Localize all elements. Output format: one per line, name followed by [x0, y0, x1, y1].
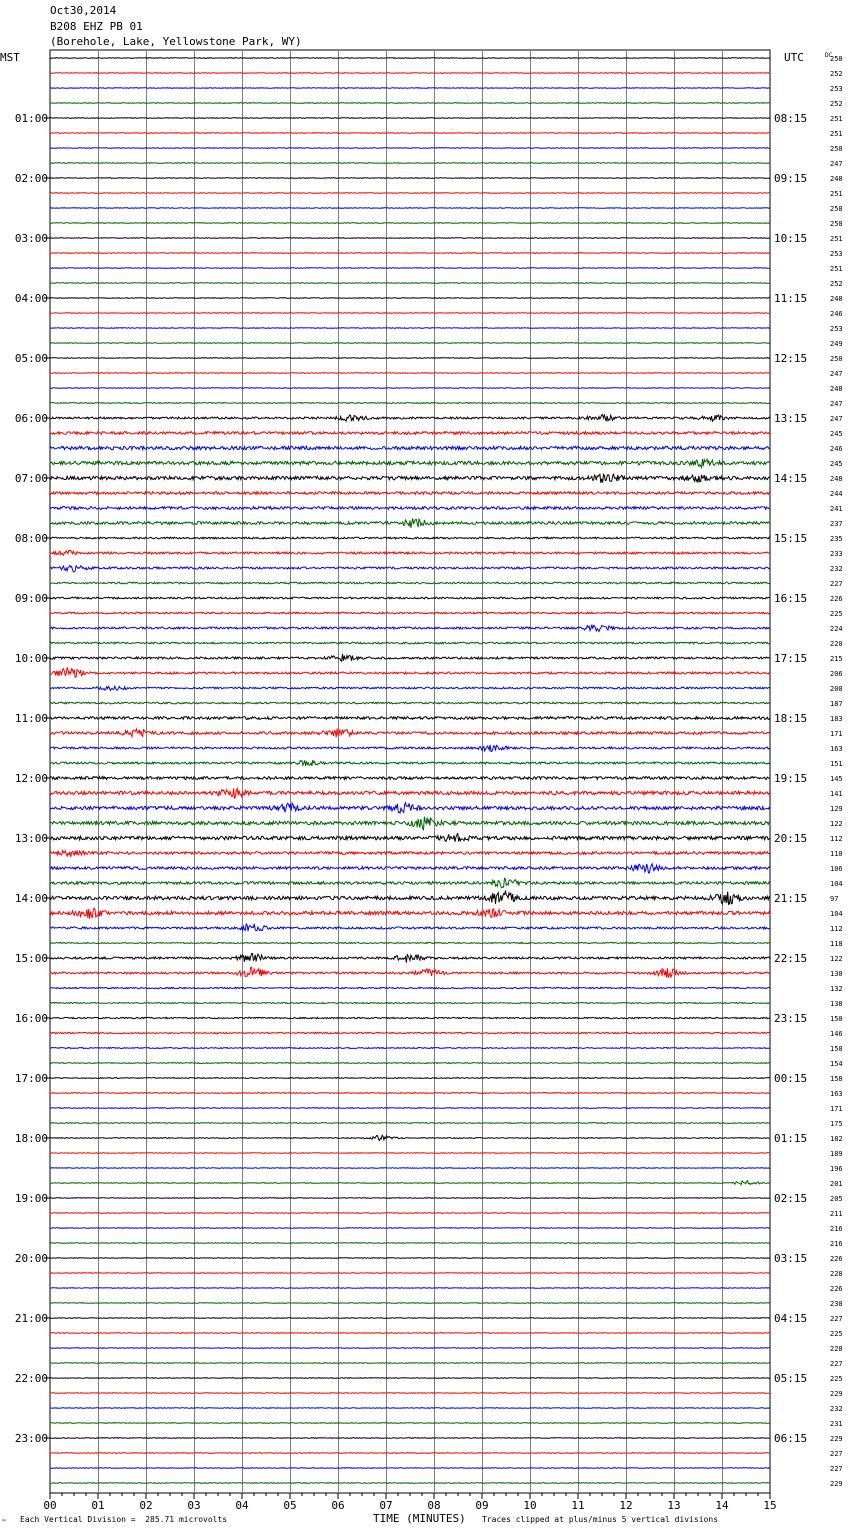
- seismic-trace: [50, 88, 770, 89]
- dc-value: 227: [830, 1450, 843, 1458]
- station-code: B208 EHZ PB 01: [50, 20, 143, 33]
- seismic-trace: [50, 403, 770, 404]
- dc-value: 251: [830, 190, 843, 198]
- seismic-trace: [50, 908, 770, 919]
- dc-value: 211: [830, 1210, 843, 1218]
- mst-hour-label: 17:00: [14, 1072, 48, 1085]
- dc-value: 225: [830, 1375, 843, 1383]
- seismic-trace: [50, 459, 770, 468]
- seismic-trace: [50, 717, 770, 720]
- seismic-trace: [50, 1048, 770, 1049]
- mst-hour-label: 13:00: [14, 832, 48, 845]
- seismic-trace: [50, 373, 770, 374]
- seismic-trace: [50, 987, 770, 988]
- seismic-trace: [50, 686, 770, 690]
- x-tick-label: 14: [715, 1499, 729, 1512]
- x-tick-label: 03: [187, 1499, 201, 1512]
- seismic-trace: [50, 891, 770, 904]
- seismic-trace: [50, 702, 770, 704]
- dc-value: 129: [830, 805, 843, 813]
- seismic-trace: [50, 474, 770, 483]
- seismic-trace: [50, 58, 770, 59]
- dc-value: 229: [830, 1480, 843, 1488]
- seismic-trace: [50, 777, 770, 780]
- dc-value: 245: [830, 460, 843, 468]
- x-tick-label: 10: [523, 1499, 537, 1512]
- grid: [44, 50, 770, 1499]
- seismic-trace: [50, 924, 770, 931]
- dc-value: 227: [830, 1465, 843, 1473]
- seismic-trace: [50, 1423, 770, 1424]
- seismic-trace: [50, 1288, 770, 1289]
- x-tick-label: 15: [763, 1499, 777, 1512]
- seismic-trace: [50, 432, 770, 435]
- seismic-trace: [50, 642, 770, 644]
- dc-value: 158: [830, 1075, 843, 1083]
- dc-value: 247: [830, 400, 843, 408]
- dc-value: 138: [830, 1000, 843, 1008]
- seismic-trace: [50, 1363, 770, 1364]
- mst-hour-label: 03:00: [14, 232, 48, 245]
- seismic-trace: [50, 582, 770, 584]
- seismic-trace: [50, 1108, 770, 1109]
- utc-hour-label: 14:15: [774, 472, 808, 485]
- mst-hour-label: 09:00: [14, 592, 48, 605]
- mst-hour-label: 18:00: [14, 1132, 48, 1145]
- dc-value: 145: [830, 775, 843, 783]
- seismic-trace: [50, 208, 770, 209]
- seismic-trace: [50, 625, 770, 632]
- dc-value: 182: [830, 1135, 843, 1143]
- seismic-trace: [50, 1273, 770, 1274]
- dc-value: 146: [830, 1030, 843, 1038]
- dc-value: 251: [830, 130, 843, 138]
- left-axis-title: MST: [0, 51, 20, 64]
- mst-hour-label: 22:00: [14, 1372, 48, 1385]
- dc-value: 253: [830, 325, 843, 333]
- seismic-trace: [50, 193, 770, 194]
- seismic-trace: [50, 103, 770, 104]
- x-tick-label: 12: [619, 1499, 633, 1512]
- dc-value: 171: [830, 1105, 843, 1113]
- utc-hour-label: 21:15: [774, 892, 808, 905]
- seismic-trace: [50, 850, 770, 857]
- dc-value: 187: [830, 700, 843, 708]
- seismic-trace: [50, 328, 770, 329]
- utc-hour-label: 22:15: [774, 952, 808, 965]
- dc-value: 97: [830, 895, 839, 903]
- mst-hour-label: 21:00: [14, 1312, 48, 1325]
- mst-hour-label: 05:00: [14, 352, 48, 365]
- x-tick-label: 01: [91, 1499, 105, 1512]
- dc-value: 122: [830, 820, 843, 828]
- mst-hour-label: 20:00: [14, 1252, 48, 1265]
- mst-hour-label: 02:00: [14, 172, 48, 185]
- utc-hour-label: 11:15: [774, 292, 808, 305]
- chart-date: Oct30,2014: [50, 4, 117, 17]
- dc-value: 250: [830, 355, 843, 363]
- utc-hour-label: 10:15: [774, 232, 808, 245]
- seismic-trace: [50, 148, 770, 149]
- dc-value: 252: [830, 100, 843, 108]
- dc-value: 183: [830, 715, 843, 723]
- seismic-trace: [50, 1032, 770, 1033]
- dc-value: 250: [830, 55, 843, 63]
- x-axis-title: TIME (MINUTES): [373, 1512, 466, 1525]
- seismic-trace: [50, 1333, 770, 1334]
- dc-value: 232: [830, 1405, 843, 1413]
- utc-hour-label: 01:15: [774, 1132, 808, 1145]
- x-tick-label: 00: [43, 1499, 57, 1512]
- right-axis-title: UTC: [784, 51, 804, 64]
- dc-value: 241: [830, 505, 843, 513]
- dc-value: 249: [830, 340, 843, 348]
- dc-value: 250: [830, 145, 843, 153]
- dc-value: 151: [830, 760, 843, 768]
- dc-value: 226: [830, 1255, 843, 1263]
- dc-value: 250: [830, 220, 843, 228]
- dc-value: 110: [830, 850, 843, 858]
- seismic-trace: [50, 1318, 770, 1319]
- seismic-trace: [50, 817, 770, 830]
- x-tick-label: 07: [379, 1499, 393, 1512]
- dc-value: 248: [830, 475, 843, 483]
- dc-value: 130: [830, 970, 843, 978]
- seismic-trace: [50, 298, 770, 299]
- footer-scale-note: Each Vertical Division = 285.71 microvolts: [20, 1515, 228, 1524]
- dc-value: 196: [830, 1165, 843, 1173]
- dc-value: 227: [830, 580, 843, 588]
- utc-hour-label: 13:15: [774, 412, 808, 425]
- utc-hour-label: 19:15: [774, 772, 808, 785]
- mst-hour-label: 01:00: [14, 112, 48, 125]
- seismic-trace: [50, 1078, 770, 1079]
- plot-frame: [50, 50, 770, 1493]
- dc-value: 154: [830, 1060, 843, 1068]
- mst-hour-label: 06:00: [14, 412, 48, 425]
- seismic-trace: [50, 118, 770, 119]
- seismic-trace: [50, 388, 770, 389]
- dc-value: 246: [830, 310, 843, 318]
- seismic-trace: [50, 803, 770, 813]
- dc-axis-title: DC: [825, 52, 833, 59]
- seismic-trace: [50, 1483, 770, 1484]
- dc-value: 229: [830, 1390, 843, 1398]
- dc-value: 247: [830, 160, 843, 168]
- seismic-trace: [50, 667, 770, 677]
- dc-value: 248: [830, 175, 843, 183]
- seismic-trace: [50, 1153, 770, 1154]
- seismic-trace: [50, 1181, 770, 1185]
- dc-value: 205: [830, 1195, 843, 1203]
- dc-value: 248: [830, 385, 843, 393]
- seismic-trace: [50, 1303, 770, 1304]
- dc-value: 248: [830, 295, 843, 303]
- dc-value: 228: [830, 1270, 843, 1278]
- mst-hour-label: 12:00: [14, 772, 48, 785]
- x-tick-label: 02: [139, 1499, 153, 1512]
- mst-hour-label: 07:00: [14, 472, 48, 485]
- labels: [0, 51, 843, 1512]
- dc-value: 251: [830, 115, 843, 123]
- dc-value: 232: [830, 565, 843, 573]
- utc-hour-label: 15:15: [774, 532, 808, 545]
- seismic-trace: [50, 1453, 770, 1454]
- seismic-trace: [50, 73, 770, 74]
- seismic-trace: [50, 163, 770, 164]
- seismic-trace: [50, 654, 770, 661]
- seismic-trace: [50, 1408, 770, 1409]
- utc-hour-label: 09:15: [774, 172, 808, 185]
- dc-value: 231: [830, 1420, 843, 1428]
- seismic-trace: [50, 1198, 770, 1199]
- utc-hour-label: 06:15: [774, 1432, 808, 1445]
- x-tick-label: 08: [427, 1499, 441, 1512]
- dc-value: 216: [830, 1225, 843, 1233]
- seismic-trace: [50, 1213, 770, 1214]
- x-tick-label: 04: [235, 1499, 249, 1512]
- dc-value: 251: [830, 235, 843, 243]
- station-location: (Borehole, Lake, Yellowstone Park, WY): [50, 35, 302, 48]
- dc-value: 230: [830, 1300, 843, 1308]
- seismic-trace: [50, 864, 770, 873]
- seismic-trace: [50, 253, 770, 254]
- seismic-trace: [50, 729, 770, 738]
- seismic-trace: [50, 566, 770, 572]
- dc-value: 141: [830, 790, 843, 798]
- dc-value: 245: [830, 430, 843, 438]
- dc-value: 150: [830, 1045, 843, 1053]
- seismic-trace: [50, 1123, 770, 1124]
- dc-value: 252: [830, 280, 843, 288]
- dc-value: 163: [830, 745, 843, 753]
- dc-value: 122: [830, 955, 843, 963]
- dc-value: 163: [830, 1090, 843, 1098]
- dc-value: 132: [830, 985, 843, 993]
- dc-value: 247: [830, 415, 843, 423]
- dc-value: 112: [830, 925, 843, 933]
- footer-clip-note: Traces clipped at plus/minus 5 vertical divisions: [482, 1515, 719, 1524]
- seismic-trace: [50, 446, 770, 449]
- dc-value: 215: [830, 655, 843, 663]
- seismic-trace: [50, 1017, 770, 1018]
- x-tick-label: 05: [283, 1499, 297, 1512]
- utc-hour-label: 17:15: [774, 652, 808, 665]
- seismic-trace: [50, 1243, 770, 1244]
- utc-hour-label: 03:15: [774, 1252, 808, 1265]
- dc-value: 226: [830, 595, 843, 603]
- dc-value: 233: [830, 550, 843, 558]
- seismic-trace: [50, 415, 770, 422]
- dc-value: 224: [830, 625, 843, 633]
- utc-hour-label: 12:15: [774, 352, 808, 365]
- dc-value: 171: [830, 730, 843, 738]
- utc-hour-label: 05:15: [774, 1372, 808, 1385]
- seismic-trace: [50, 943, 770, 944]
- dc-value: 244: [830, 490, 843, 498]
- x-tick-label: 13: [667, 1499, 681, 1512]
- utc-hour-label: 18:15: [774, 712, 808, 725]
- seismic-trace: [50, 1093, 770, 1094]
- mst-hour-label: 19:00: [14, 1192, 48, 1205]
- seismic-trace: [50, 223, 770, 224]
- x-tick-label: 11: [571, 1499, 585, 1512]
- seismic-trace: [50, 1135, 770, 1140]
- seismic-trace: [50, 760, 770, 766]
- dc-value: 200: [830, 685, 843, 693]
- dc-value: 201: [830, 1180, 843, 1188]
- dc-value: 252: [830, 70, 843, 78]
- seismic-trace: [50, 954, 770, 963]
- seismic-trace: [50, 788, 770, 798]
- seismic-trace: [50, 1438, 770, 1439]
- seismic-trace: [50, 507, 770, 510]
- dc-value: 104: [830, 880, 843, 888]
- seismic-trace: [50, 268, 770, 269]
- seismic-trace: [50, 1468, 770, 1469]
- x-tick-label: 06: [331, 1499, 345, 1512]
- x-tick-label: 09: [475, 1499, 489, 1512]
- seismic-trace: [50, 833, 770, 842]
- utc-hour-label: 16:15: [774, 592, 808, 605]
- seismic-trace: [50, 1393, 770, 1394]
- mst-hour-label: 15:00: [14, 952, 48, 965]
- mst-hour-label: 11:00: [14, 712, 48, 725]
- seismic-trace: [50, 1003, 770, 1004]
- dc-value: 250: [830, 205, 843, 213]
- seismic-trace: [50, 358, 770, 359]
- seismic-trace: [50, 1228, 770, 1229]
- seismic-trace: [50, 612, 770, 614]
- seismic-trace: [50, 597, 770, 599]
- seismic-trace: [50, 1063, 770, 1064]
- dc-value: 225: [830, 1330, 843, 1338]
- mst-hour-label: 04:00: [14, 292, 48, 305]
- mst-hour-label: 08:00: [14, 532, 48, 545]
- dc-value: 220: [830, 640, 843, 648]
- dc-value: 150: [830, 1015, 843, 1023]
- seismic-trace: [50, 518, 770, 528]
- footer-mark: ™: [2, 1519, 6, 1526]
- utc-hour-label: 20:15: [774, 832, 808, 845]
- seismic-trace: [50, 537, 770, 539]
- seismic-trace: [50, 967, 770, 977]
- dc-value: 227: [830, 1360, 843, 1368]
- seismic-trace: [50, 133, 770, 134]
- seismic-trace: [50, 1258, 770, 1259]
- seismic-trace: [50, 343, 770, 344]
- dc-value: 229: [830, 1435, 843, 1443]
- dc-value: 112: [830, 835, 843, 843]
- dc-value: 206: [830, 670, 843, 678]
- traces: [50, 58, 770, 1484]
- seismic-trace: [50, 1378, 770, 1379]
- utc-hour-label: 02:15: [774, 1192, 808, 1205]
- dc-value: 216: [830, 1240, 843, 1248]
- dc-value: 251: [830, 265, 843, 273]
- seismic-trace: [50, 550, 770, 555]
- dc-value: 228: [830, 1345, 843, 1353]
- mst-hour-label: 10:00: [14, 652, 48, 665]
- dc-value: 118: [830, 940, 843, 948]
- dc-value: 226: [830, 1285, 843, 1293]
- dc-value: 175: [830, 1120, 843, 1128]
- seismic-trace: [50, 1348, 770, 1349]
- utc-hour-label: 23:15: [774, 1012, 808, 1025]
- dc-value: 253: [830, 250, 843, 258]
- dc-value: 106: [830, 865, 843, 873]
- mst-hour-label: 23:00: [14, 1432, 48, 1445]
- dc-value: 225: [830, 610, 843, 618]
- seismic-trace: [50, 745, 770, 752]
- dc-value: 235: [830, 535, 843, 543]
- dc-value: 189: [830, 1150, 843, 1158]
- utc-hour-label: 00:15: [774, 1072, 808, 1085]
- utc-hour-label: 08:15: [774, 112, 808, 125]
- dc-value: 246: [830, 445, 843, 453]
- dc-value: 227: [830, 1315, 843, 1323]
- dc-value: 247: [830, 370, 843, 378]
- seismic-trace: [50, 878, 770, 888]
- seismic-trace: [50, 283, 770, 284]
- seismic-trace: [50, 1168, 770, 1169]
- seismic-trace: [50, 313, 770, 314]
- seismic-trace: [50, 238, 770, 239]
- seismic-trace: [50, 492, 770, 495]
- dc-value: 104: [830, 910, 843, 918]
- mst-hour-label: 16:00: [14, 1012, 48, 1025]
- dc-value: 237: [830, 520, 843, 528]
- dc-value: 253: [830, 85, 843, 93]
- seismic-trace: [50, 178, 770, 179]
- mst-hour-label: 14:00: [14, 892, 48, 905]
- utc-hour-label: 04:15: [774, 1312, 808, 1325]
